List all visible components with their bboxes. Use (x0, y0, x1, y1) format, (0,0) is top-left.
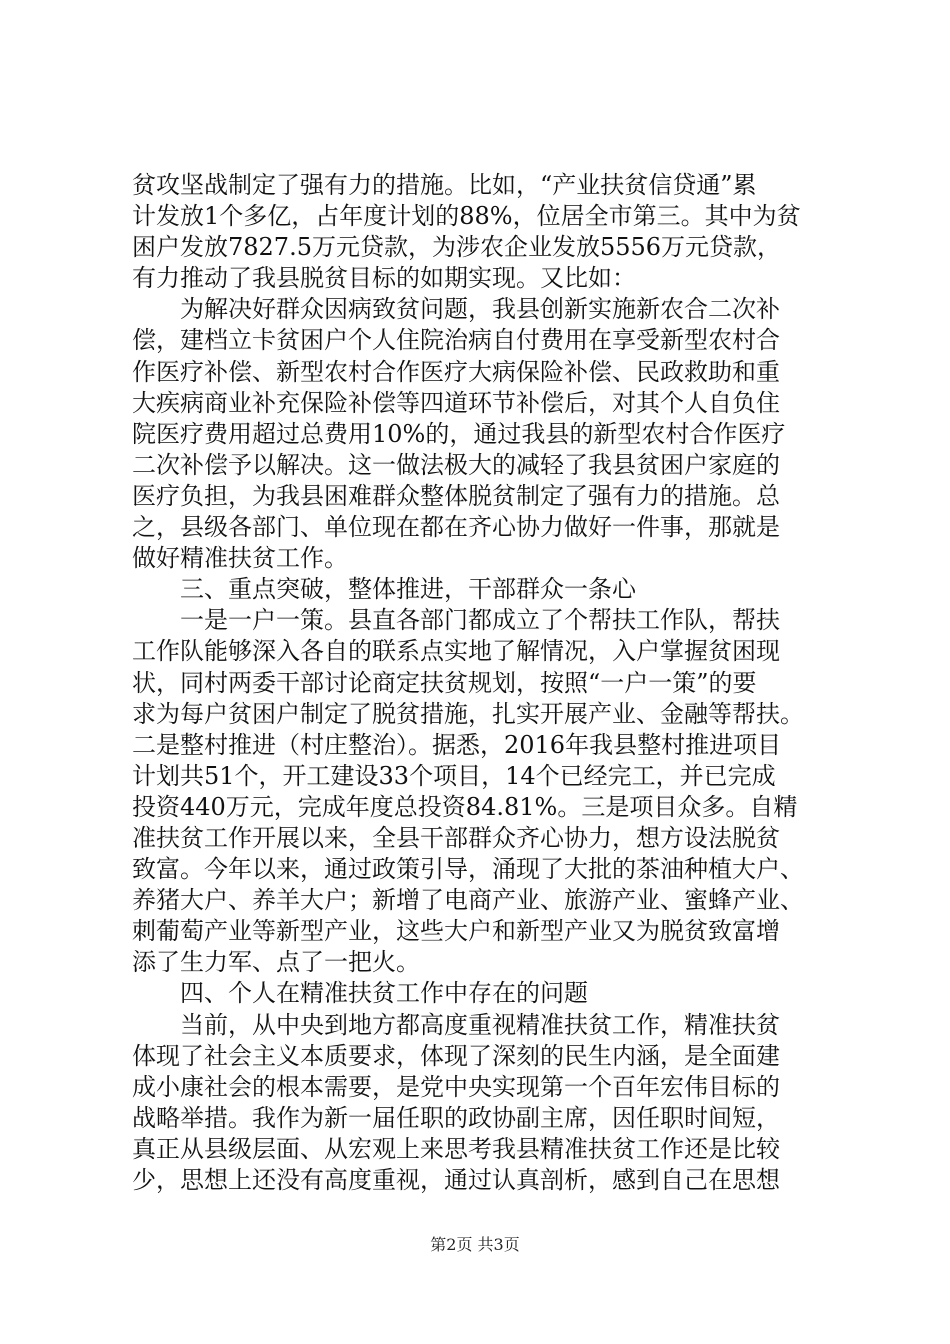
text-line: 医疗负担，为我县困难群众整体脱贫制定了强有力的措施。总 (132, 481, 780, 510)
text-line: 有力推动了我县脱贫目标的如期实现。又比如： (132, 264, 636, 293)
text-line: 少，思想上还没有高度重视，通过认真剖析，感到自己在思想 (132, 1166, 780, 1194)
text-line: 工作队能够深入各自的联系点实地了解情况，入户掌握贫困现 (132, 637, 780, 666)
text-line: 体现了社会主义本质要求，体现了深刻的民生内涵，是全面建 (132, 1041, 780, 1070)
text-line: 养猪大户、养羊大户；新增了电商产业、旅游产业、蜜蜂产业、 (132, 886, 804, 915)
document-body (132, 170, 832, 1196)
text-line: 战略举措。我作为新一届任职的政协副主席，因任职时间短， (132, 1103, 780, 1132)
text-line: 院医疗费用超过总费用10%的，通过我县的新型农村合作医疗 (132, 419, 786, 448)
text-line: 二是整村推进（村庄整治）。据悉，2016年我县整村推进项目 (132, 730, 782, 759)
text-line: 之，县级各部门、单位现在都在齐心协力做好一件事，那就是 (132, 513, 780, 542)
text-line: 计发放1个多亿，占年度计划的88%，位居全市第三。其中为贫 (132, 202, 801, 231)
text-line: 三、重点突破，整体推进，干部群众一条心 (180, 575, 636, 604)
text-line: 为解决好群众因病致贫问题，我县创新实施新农合二次补 (180, 295, 780, 324)
text-line: 四、个人在精准扶贫工作中存在的问题 (180, 979, 588, 1008)
text-line: 刺葡萄产业等新型产业，这些大户和新型产业又为脱贫致富增 (132, 917, 780, 946)
text-line: 当前，从中央到地方都高度重视精准扶贫工作，精准扶贫 (180, 1010, 780, 1039)
text-line: 大疾病商业补充保险补偿等四道环节补偿后，对其个人自负住 (132, 388, 780, 417)
text-line: 添了生力军、点了一把火。 (132, 948, 420, 977)
text-line: 作医疗补偿、新型农村合作医疗大病保险补偿、民政救助和重 (132, 357, 780, 386)
text-line: 困户发放7827.5万元贷款，为涉农企业发放5556万元贷款， (132, 233, 782, 262)
text-line: 求为每户贫困户制定了脱贫措施，扎实开展产业、金融等帮扶。 (132, 699, 804, 728)
text-line: 一是一户一策。县直各部门都成立了个帮扶工作队，帮扶 (180, 606, 780, 635)
text-line: 计划共51个，开工建设33个项目，14个已经完工，并已完成 (132, 761, 776, 790)
text-line: 真正从县级层面、从宏观上来思考我县精准扶贫工作还是比较 (132, 1134, 780, 1163)
text-line: 成小康社会的根本需要，是党中央实现第一个百年宏伟目标的 (132, 1072, 780, 1101)
text-line: 状，同村两委干部讨论商定扶贫规划，按照“一户一策”的要 (132, 668, 757, 697)
text-line: 贫攻坚战制定了强有力的措施。比如，“产业扶贫信贷通”累 (132, 171, 757, 199)
page-footer: 第2页 共3页 (430, 1235, 520, 1254)
text-line: 准扶贫工作开展以来，全县干部群众齐心协力，想方设法脱贫 (132, 823, 780, 852)
text-line: 二次补偿予以解决。这一做法极大的减轻了我县贫困户家庭的 (132, 450, 780, 479)
text-line: 投资440万元，完成年度总投资84.81%。三是项目众多。自精 (132, 792, 798, 821)
text-line: 致富。今年以来，通过政策引导，涌现了大批的茶油种植大户、 (132, 855, 804, 884)
text-line: 偿，建档立卡贫困户个人住院治病自付费用在享受新型农村合 (132, 326, 780, 355)
text-line: 做好精准扶贫工作。 (132, 544, 348, 573)
